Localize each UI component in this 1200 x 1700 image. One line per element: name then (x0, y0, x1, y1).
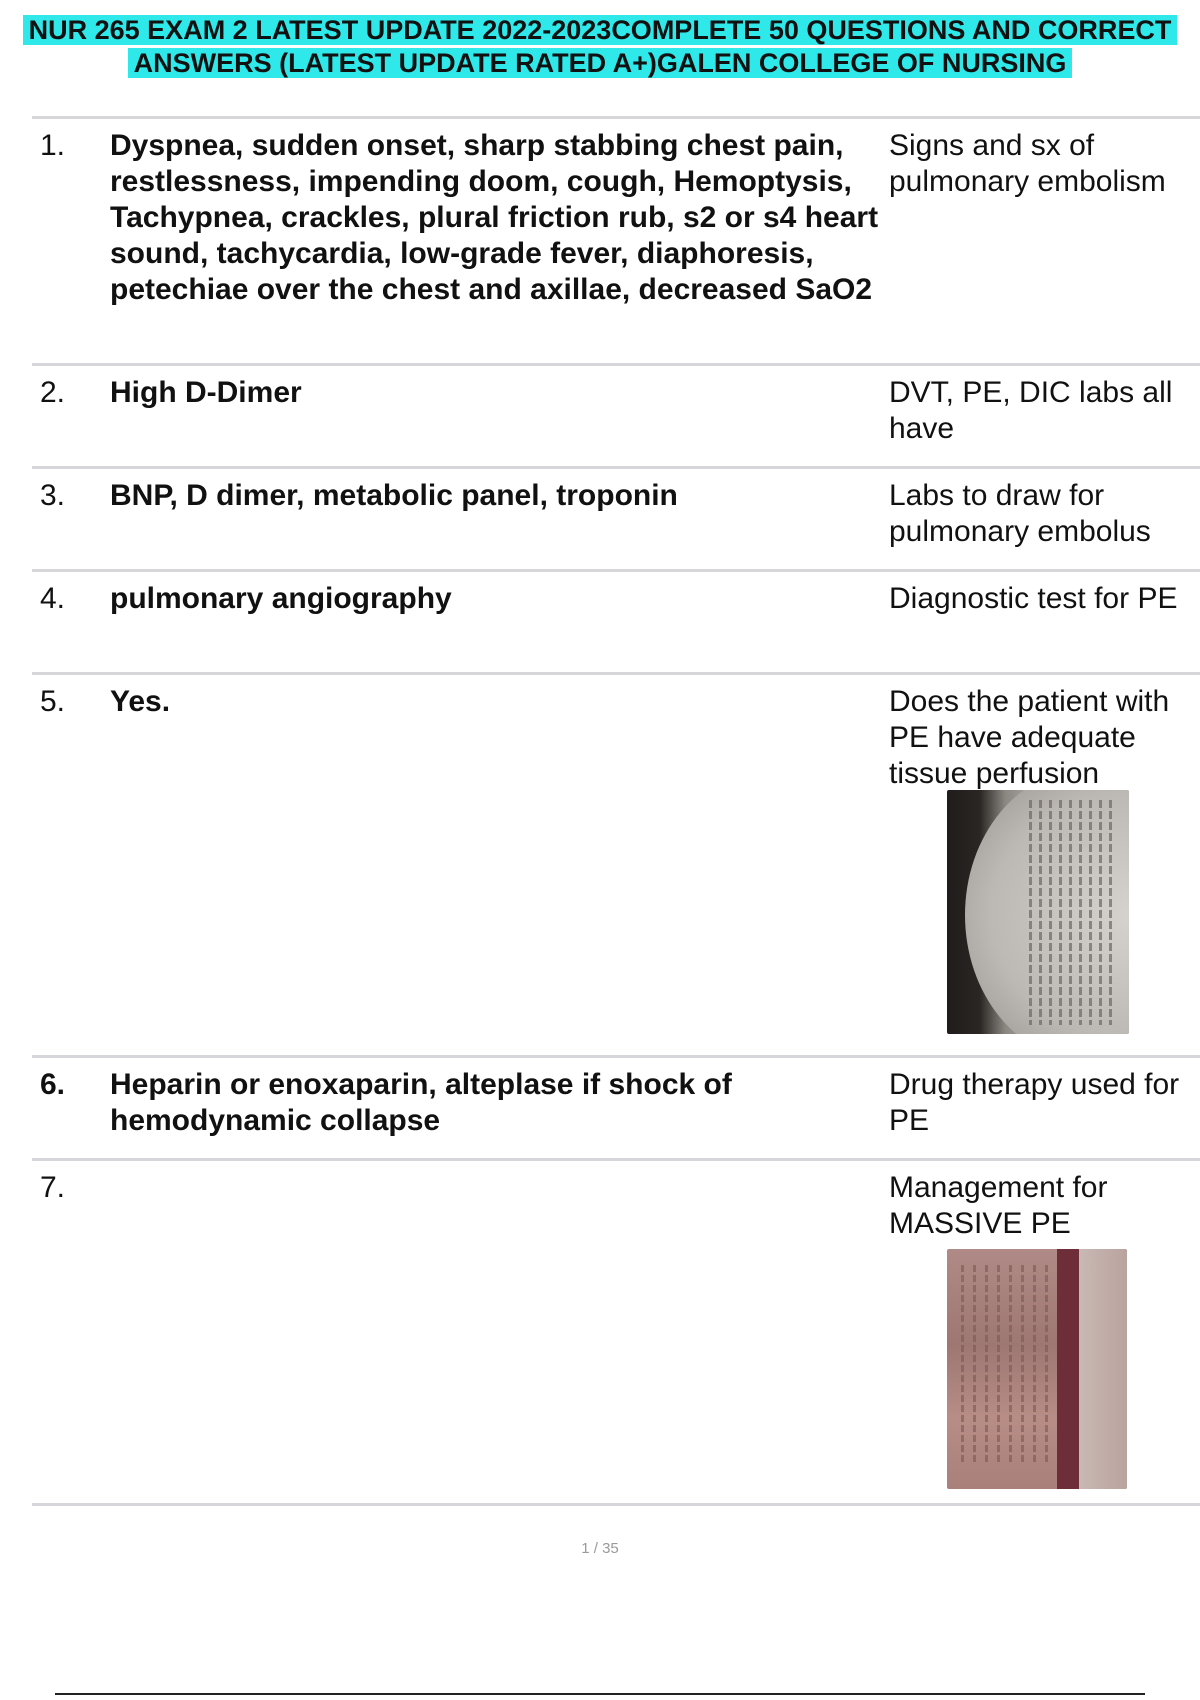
qa-row (32, 119, 1200, 366)
qa-row (32, 469, 1200, 572)
question-number: 1. (40, 129, 66, 162)
question-text: BNP, D dimer, metabolic panel, troponin (110, 479, 678, 512)
answer-text: Does the patient with PE have adequate tissue perfusion (889, 685, 1170, 790)
answer-text: Labs to draw for pulmonary embolus (889, 479, 1151, 548)
answer-text: Signs and sx of pulmonary embolism (889, 129, 1166, 198)
question-number: 6. (40, 1068, 66, 1101)
document-title (0, 14, 1200, 80)
answer-text: Management for MASSIVE PE (889, 1171, 1108, 1240)
page-bottom-rule (55, 1693, 1145, 1695)
management-options-photo (947, 1249, 1127, 1489)
answer-text: Drug therapy used for PE (889, 1068, 1180, 1137)
qa-row (32, 1161, 1200, 1506)
question-number: 3. (40, 479, 66, 512)
qa-table (32, 116, 1200, 1506)
qa-row (32, 1058, 1200, 1161)
qa-row (32, 366, 1200, 469)
answer-text: DVT, PE, DIC labs all have (889, 376, 1173, 445)
page-indicator: 1 / 35 (581, 1540, 619, 1557)
qa-row (32, 572, 1200, 675)
question-text: Yes. (110, 685, 171, 718)
textbook-page-photo (947, 790, 1129, 1034)
question-number: 4. (40, 582, 66, 615)
question-text: Dyspnea, sudden onset, sharp stabbing chest pain, restlessness, impending doom, cough, Hemoptysis, Tachypnea, crackles, plural friction rub, s2 or s4 heart sound, tachycardia, low-grade fever, diaphoresis, petechiae over the chest and axillae, decreased SaO2 (110, 129, 879, 306)
question-number: 5. (40, 685, 66, 718)
question-text: High D-Dimer (110, 376, 302, 409)
qa-row (32, 675, 1200, 1058)
question-text: Heparin or enoxaparin, alteplase if shock of hemodynamic collapse (110, 1068, 732, 1137)
question-number: 2. (40, 376, 66, 409)
answer-text: Diagnostic test for PE (889, 582, 1178, 615)
question-number: 7. (40, 1171, 66, 1204)
document-title-text: NUR 265 EXAM 2 LATEST UPDATE 2022-2023COMPLETE 50 QUESTIONS AND CORRECT ANSWERS (LATEST UPDATE RATED A+)GALEN COLLEGE OF NURSING (23, 15, 1178, 78)
question-text: pulmonary angiography (110, 582, 452, 615)
